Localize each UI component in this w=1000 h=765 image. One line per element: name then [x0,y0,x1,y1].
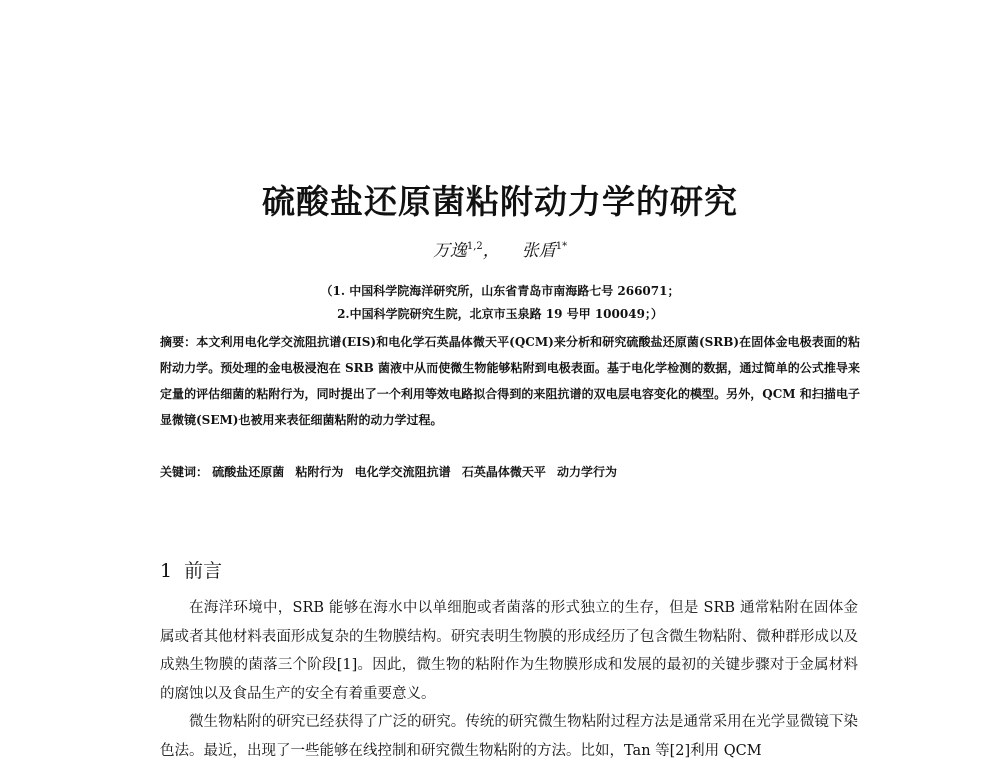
author-affiliation-mark: 1* [555,241,568,252]
abstract-text: 本文利用电化学交流阻抗谱(EIS)和电化学石英晶体微天平(QCM)来分析和研究硫酸盐还原菌(SRB)在固体金电极表面的粘附动力学。预处理的金电极浸泡在 SRB 菌液中从而使微生物能够粘附到电极表面。基于电化学检测的数据，通过简单的公式推导来定量的评估细菌的粘附行为，同时提出了一个利用等效电路拟合得到的来阻抗谱的双电层电容变化的模型。另外，QCM 和扫描电子显微镜(SEM)也被用来表征细菌粘附的动力学过程。 [160,335,860,427]
keyword: 石英晶体微天平 [461,465,546,479]
author-affiliation-mark: 1,2 [466,241,483,252]
author-separator: ， [482,241,500,261]
paragraph: 在海洋环境中，SRB 能够在海水中以单细胞或者菌落的形式独立的生存，但是 SRB 通常粘附在固体金属或者其他材料表面形成复杂的生物膜结构。研究表明生物膜的形成经历了包含微生物粘附、微种群形成以及成熟生物膜的菌落三个阶段[1]。因此，微生物的粘附作为生物膜形成和发展的最初的关键步骤对于金属材料的腐蚀以及食品生产的安全有着重要意义。 [160,600,858,702]
paragraph: 微生物粘附的研究已经获得了广泛的研究。传统的研究微生物粘附过程方法是通常采用在光学显微镜下染色法。最近，出现了一些能够在线控制和研究微生物粘附的方法。比如，Tan 等[2]利用 QCM [160,714,858,759]
paper-title: 硫酸盐还原菌粘附动力学的研究 [262,182,738,221]
author-name: 万逸 [432,241,467,261]
section-number: 1 [160,560,173,582]
author-name: 张盾 [521,241,556,261]
section-title: 前言 [184,560,223,582]
keywords [160,463,860,480]
keywords-label: 关键词： [160,465,209,479]
abstract-label: 摘要： [160,335,197,349]
affiliation-1: （1. 中国科学院海洋研究所，山东省青岛市南海路七号 266071； [320,284,680,298]
keyword: 粘附行为 [295,465,344,479]
author-line [0,236,1000,261]
affiliation-2: 2.中国科学院研究生院，北京市玉泉路 19 号甲 100049；） [337,307,663,321]
keyword: 电化学交流阻抗谱 [354,465,451,479]
keyword: 动力学行为 [557,465,618,479]
section-heading [160,556,222,583]
keyword: 硫酸盐还原菌 [212,465,285,479]
body-text [160,594,858,765]
abstract [160,329,860,433]
